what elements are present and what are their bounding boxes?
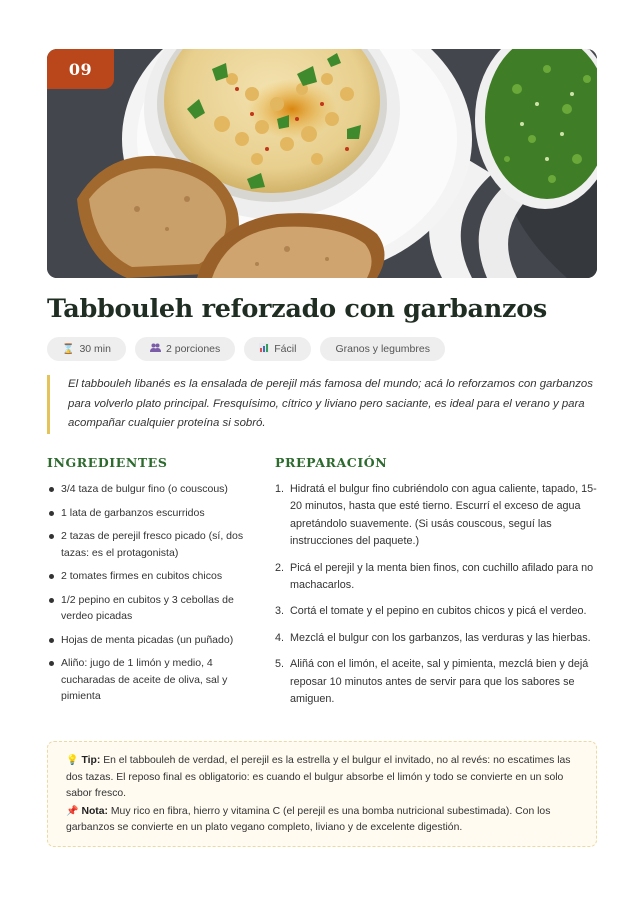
bar-chart-icon [259, 343, 269, 356]
tip-paragraph [66, 753, 578, 803]
people-icon [150, 343, 161, 355]
step-text: Cortá el tomate y el pepino en cubitos chicos y picá el verdeo. [290, 605, 587, 618]
category-label: Granos y legumbres [335, 343, 430, 355]
ingredient-item: Aliño: jugo de 1 limón y medio, 4 cucharadas de aceite de oliva, sal y pimienta [47, 655, 257, 705]
recipe-title: Tabbouleh reforzado con garbanzos [47, 294, 547, 324]
step-text: Aliñá con el limón, el aceite, sal y pimienta, mezclá bien y dejá reposar 10 minutos antes de servir para que los sabores se amiguen. [290, 658, 589, 706]
intro-text: El tabbouleh libanés es la ensalada de perejil más famosa del mundo; acá lo reforzamos con garbanzos para volverlo plato principal. Fresquísimo, cítrico y liviano pero saciante, es ideal para el verano y para acompañar cualquier proteína si sobró. [47, 375, 597, 434]
servings-pill [135, 337, 235, 361]
servings-label: 2 porciones [165, 343, 221, 355]
hummus-photo [47, 49, 597, 278]
difficulty-pill [244, 337, 311, 361]
step-item [275, 603, 600, 620]
difficulty-label: Fácil [274, 343, 297, 355]
step-text: Mezclá el bulgur con los garbanzos, las verduras y las hierbas. [290, 631, 591, 644]
recipe-number-badge: 09 [47, 49, 114, 89]
step-number: 5. [275, 658, 285, 671]
ingredient-item: 1/2 pepino en cubitos y 3 cebollas de verdeo picadas [47, 592, 257, 625]
step-number: 4. [275, 631, 285, 644]
pushpin-icon: 📌 [66, 805, 79, 817]
ingredient-item: 2 tazas de perejil fresco picado (sí, dos tazas: es el protagonista) [47, 528, 257, 561]
step-item [275, 656, 600, 708]
preparation-steps [275, 481, 600, 717]
preparation-heading: PREPARACIÓN [275, 455, 388, 470]
step-number: 3. [275, 605, 285, 618]
category-pill [320, 337, 445, 361]
tip-label: Tip: [81, 755, 101, 766]
ingredient-item: 2 tomates firmes en cubitos chicos [47, 568, 257, 585]
time-pill [47, 337, 126, 361]
step-text: Picá el perejil y la menta bien finos, con cuchillo afilado para no machacarlos. [290, 561, 594, 592]
note-text: Muy rico en fibra, hierro y vitamina C (el perejil es una bomba nutricional subestimada). Con los garbanzos se convierte en un plato vegano completo, liviano y de excelente digestión. [66, 805, 551, 833]
ingredients-list [47, 481, 257, 712]
step-item [275, 630, 600, 647]
hero-image [47, 49, 597, 278]
ingredient-item: Hojas de menta picadas (un puñado) [47, 632, 257, 649]
ingredient-item: 1 lata de garbanzos escurridos [47, 505, 257, 522]
tip-box [47, 741, 597, 847]
time-label: 30 min [79, 343, 111, 355]
meta-pills [47, 337, 445, 361]
ingredients-heading: INGREDIENTES [47, 455, 168, 470]
note-label: Nota: [81, 805, 109, 817]
step-number: 2. [275, 561, 285, 574]
hourglass-icon: ⌛ [62, 343, 75, 355]
step-item [275, 560, 600, 595]
tip-text: En el tabbouleh de verdad, el perejil es la estrella y el bulgur el invitado, no al revés: no escatimes las dos tazas. El reposo final es obligatorio: es cuando el bulgur absorbe el limón y todo se convierte en un solo sabor fresco. [66, 755, 571, 799]
step-number: 1. [275, 483, 285, 495]
step-text: Hidratá el bulgur fino cubriéndolo con agua caliente, tapado, 15-20 minutos, hasta que esté tierno. Escurrí el exceso de agua apretándolo suavemente. (Si usás couscous, seguí las instrucciones del paquete.) [290, 483, 597, 548]
step-item [275, 481, 600, 551]
note-paragraph [66, 804, 578, 837]
lightbulb-icon: 💡 [66, 755, 79, 766]
ingredient-item: 3/4 taza de bulgur fino (o couscous) [47, 481, 257, 498]
